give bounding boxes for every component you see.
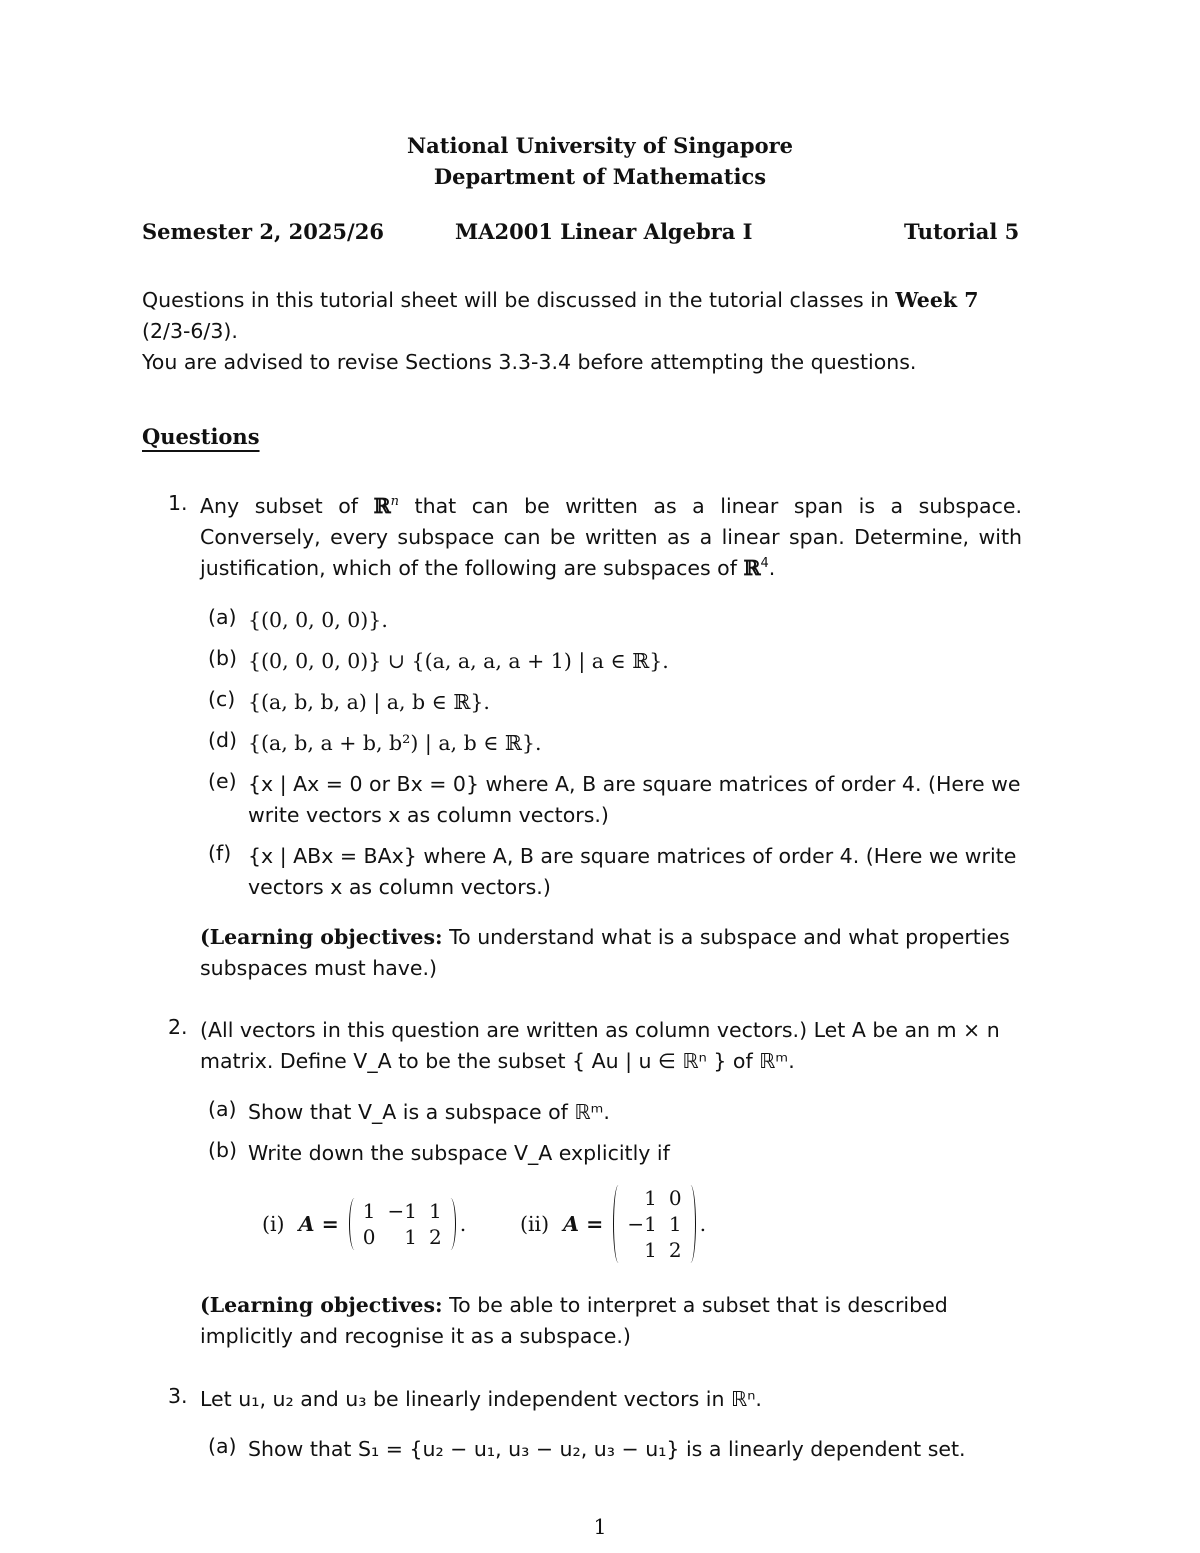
q1c-text: {(a, b, b, a) | a, b ∈ ℝ}. bbox=[248, 690, 490, 714]
q1c-label: (c) bbox=[208, 687, 236, 711]
matrix-i-cell: 1 bbox=[404, 1225, 418, 1249]
matrix-i-cell: 1 bbox=[429, 1199, 442, 1223]
matrix-i-cell: 0 bbox=[362, 1225, 376, 1249]
q2-learning-objectives: (Learning objectives: To be able to interpret a subset that is described implicitly and recognise it as a subspace.) bbox=[200, 1293, 948, 1348]
q3a-text: Show that S₁ = {u₂ − u₁, u₃ − u₂, u₃ − u₁} is a linearly dependent set. bbox=[248, 1437, 966, 1461]
university-title: National University of Singapore bbox=[406, 133, 794, 158]
matrix-ii-symbol: A = bbox=[563, 1212, 604, 1236]
matrix-i-symbol: A = bbox=[298, 1212, 339, 1236]
page-number: 1 bbox=[593, 1515, 607, 1539]
q2b-matrix-i-row: (i) A = 1 −1 1 0 1 2 . bbox=[262, 1199, 467, 1249]
intro-week: Week 7 bbox=[895, 288, 979, 312]
q2b-label: (b) bbox=[208, 1138, 238, 1162]
questions-heading: Questions bbox=[142, 424, 260, 449]
q1b-text: {(0, 0, 0, 0)} ∪ {(a, a, a, a + 1) | a ∈ ℝ}. bbox=[248, 649, 669, 673]
q1b-label: (b) bbox=[208, 646, 238, 670]
q3-number: 3. bbox=[168, 1384, 188, 1408]
matrix-i-cell: 2 bbox=[429, 1225, 442, 1249]
matrix-ii-cell: 1 bbox=[668, 1212, 682, 1236]
q1a-label: (a) bbox=[208, 605, 237, 629]
q1f-label: (f) bbox=[208, 841, 232, 865]
intro-text-3: You are advised to revise Sections 3.3-3.4 before attempting the questions. bbox=[142, 350, 917, 374]
matrix-ii-cell: 1 bbox=[644, 1238, 657, 1262]
tutorial-number: Tutorial 5 bbox=[904, 219, 1020, 244]
matrix-ii-cell: 0 bbox=[668, 1186, 682, 1210]
q2b-text: Write down the subspace V_A explicitly if bbox=[248, 1141, 670, 1165]
intro-text-1: Questions in this tutorial sheet will be discussed in the tutorial classes in bbox=[142, 288, 896, 312]
matrix-ii-cell: −1 bbox=[627, 1212, 657, 1236]
matrix-ii-cell: 2 bbox=[668, 1238, 682, 1262]
q1d-label: (d) bbox=[208, 728, 238, 752]
q2a-label: (a) bbox=[208, 1097, 237, 1121]
matrix-i-cell: −1 bbox=[387, 1199, 418, 1223]
q2b-matrix-ii-row: (ii) A = 1 0 −1 1 1 2 . bbox=[520, 1186, 707, 1262]
q1f-text: {x | ABx = BAx} where A, B are square matrices of order 4. (Here we write vectors x as column vectors.) bbox=[248, 844, 1017, 899]
course-title: MA2001 Linear Algebra I bbox=[455, 219, 753, 244]
q1-learning-objectives: (Learning objectives: To understand what is a subspace and what properties subspaces must have.) bbox=[200, 925, 1010, 980]
q2b-ii-label: (ii) bbox=[520, 1212, 550, 1236]
q1-number: 1. bbox=[168, 491, 188, 515]
department-title: Department of Mathematics bbox=[433, 164, 767, 189]
q2a-text: Show that V_A is a subspace of ℝᵐ. bbox=[248, 1100, 610, 1124]
q1e-label: (e) bbox=[208, 769, 237, 793]
intro-text-2: (2/3-6/3). bbox=[142, 319, 238, 343]
q1a-text: {(0, 0, 0, 0)}. bbox=[248, 608, 388, 632]
matrix-i-cell: 1 bbox=[362, 1199, 376, 1223]
intro-paragraph bbox=[142, 285, 1022, 378]
q3-text: Let u₁, u₂ and u₃ be linearly independent vectors in ℝⁿ. bbox=[200, 1387, 762, 1411]
q1d-text: {(a, b, a + b, b²) | a, b ∈ ℝ}. bbox=[248, 731, 542, 755]
q2-text: (All vectors in this question are written as column vectors.) Let A be an m × n matrix. Define V_A to be the subset { Au | u ∈ ℝⁿ } of ℝᵐ. bbox=[200, 1018, 1000, 1073]
q1-text: Any subset of ℝ$^n$ that can be written as a linear span is a subspace. Conversely, every subspace can be written as a linear span. Determine, with justification, which of the following are subspaces of ℝ$^4$. bbox=[200, 494, 1022, 580]
matrix-i bbox=[357, 1198, 448, 1250]
matrix-ii bbox=[621, 1185, 687, 1263]
semester-label: Semester 2, 2025/26 bbox=[142, 219, 384, 244]
matrix-ii-cell: 1 bbox=[644, 1186, 657, 1210]
q2-number: 2. bbox=[168, 1015, 188, 1039]
q2b-i-label: (i) bbox=[262, 1212, 285, 1236]
q1e-text: {x | Ax = 0 or Bx = 0} where A, B are square matrices of order 4. (Here we write vectors x as column vectors.) bbox=[248, 772, 1021, 827]
q3a-label: (a) bbox=[208, 1434, 237, 1458]
